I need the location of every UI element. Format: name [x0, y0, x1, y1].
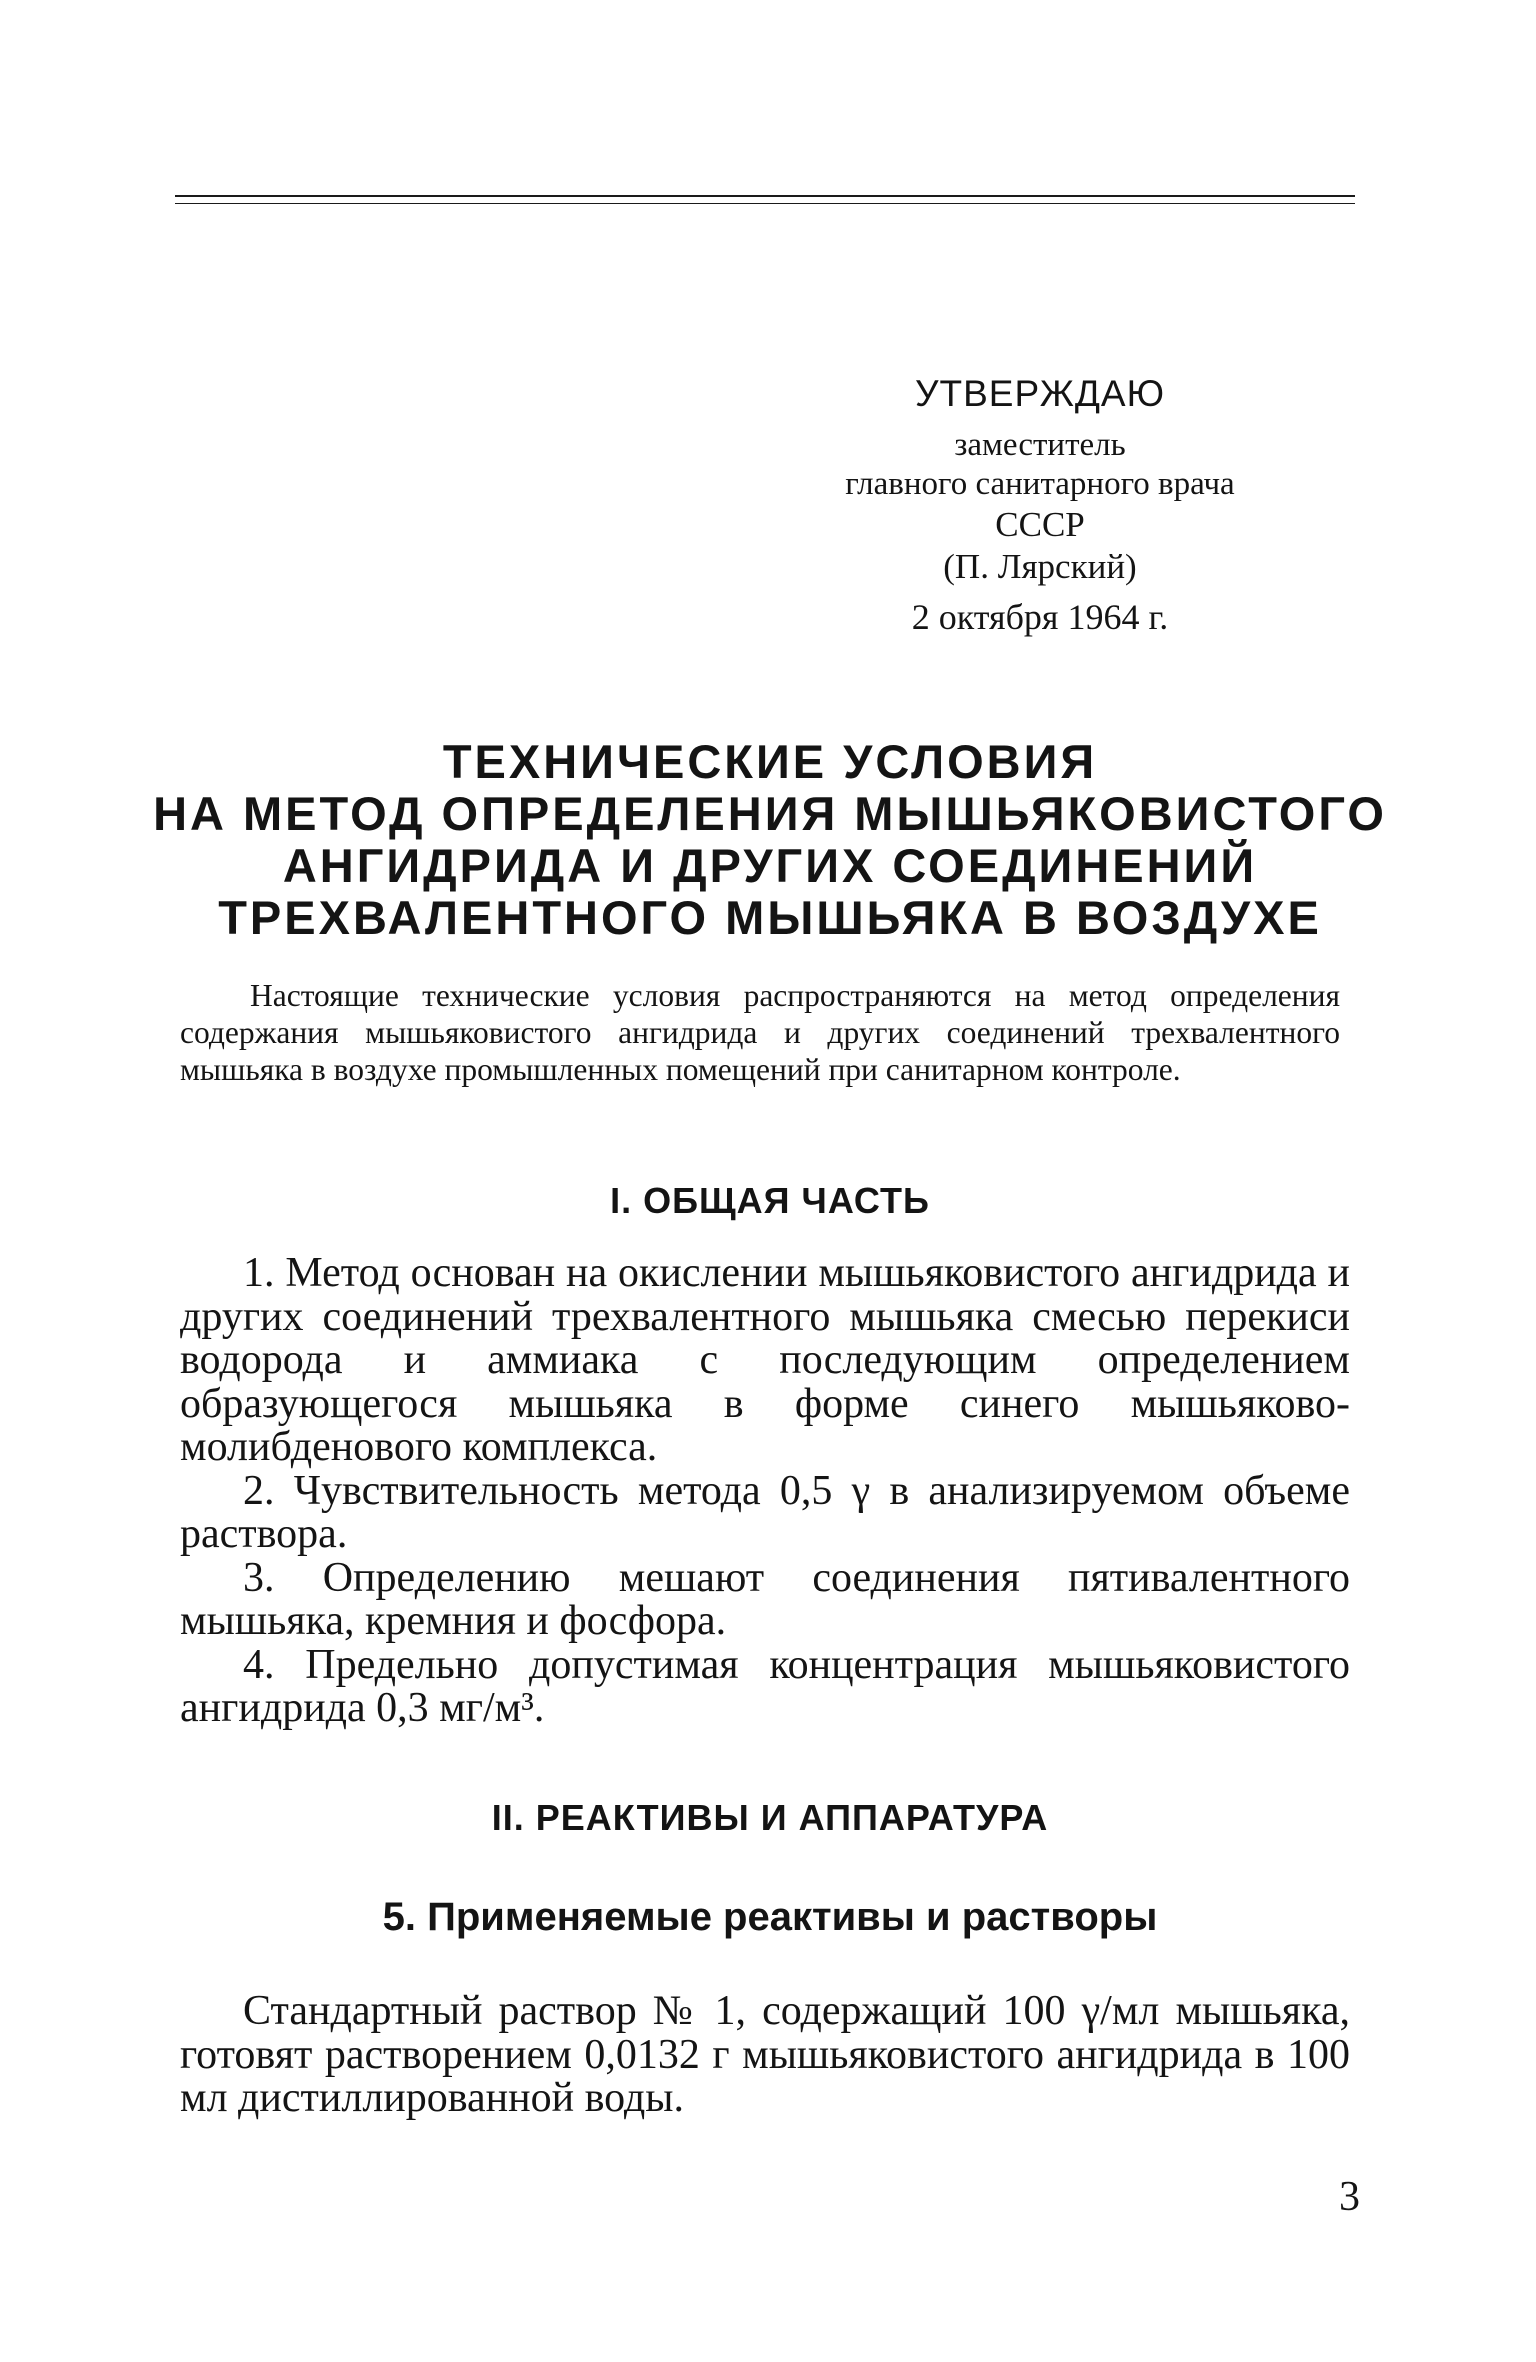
- section2-body: [180, 1990, 1350, 2121]
- approval-position-line3: СССР: [995, 505, 1085, 544]
- title-line1: ТЕХНИЧЕСКИЕ УСЛОВИЯ: [442, 735, 1098, 788]
- section1-body: [180, 1252, 1350, 1731]
- approval-position-line1: заместитель: [954, 427, 1126, 463]
- approval-block: [760, 375, 1320, 637]
- approval-name: (П. Лярский): [943, 547, 1137, 586]
- top-rule-thin: [175, 203, 1355, 204]
- title-line4: ТРЕХВАЛЕНТНОГО МЫШЬЯКА В ВОЗДУХЕ: [218, 891, 1322, 944]
- section1-paragraph-3: 3. Определению мешают соединения пятивалентного мышьяка, кремния и фосфора.: [180, 1554, 1350, 1644]
- page-number: 3: [1339, 2174, 1360, 2220]
- document-title: [150, 736, 1390, 944]
- top-rule: [175, 195, 1355, 197]
- title-line2: НА МЕТОД ОПРЕДЕЛЕНИЯ МЫШЬЯКОВИСТОГО: [153, 787, 1387, 840]
- section2-heading: II. РЕАКТИВЫ И АППАРАТУРА: [491, 1797, 1049, 1838]
- approval-position-line2: главного санитарного врача: [845, 466, 1235, 502]
- approval-date: 2 октября 1964 г.: [911, 597, 1169, 637]
- section1-paragraph-4: 4. Предельно допустимая концентрация мышьяковистого ангидрида 0,3 мг/м³.: [180, 1641, 1350, 1731]
- approval-title: УТВЕРЖДАЮ: [914, 373, 1165, 414]
- intro-paragraph: [180, 977, 1340, 1088]
- intro-text: Настоящие технические условия распространяются на метод определения содержания мышьяковистого ангидрида и других соединений трехвалентного мышьяка в воздухе промышленных помещений при санитарном контроле.: [180, 978, 1340, 1087]
- section2-subheading: 5. Применяемые реактивы и растворы: [382, 1895, 1158, 1939]
- section2-paragraph: Стандартный раствор № 1, содержащий 100 γ/мл мышьяка, готовят растворением 0,0132 г мышьяковистого ангидрида в 100 мл дистиллированной воды.: [180, 1988, 1350, 2121]
- section1-paragraph-1: 1. Метод основан на окислении мышьяковистого ангидрида и других соединений трехвалентного мышьяка смесью перекиси водорода и аммиака с последующим определением образующегося мышьяка в форме синего мышьяково-молибденового комплекса.: [180, 1250, 1350, 1470]
- section1-paragraph-2: 2. Чувствительность метода 0,5 γ в анализируемом объеме раствора.: [180, 1467, 1350, 1557]
- section1-heading: I. ОБЩАЯ ЧАСТЬ: [610, 1180, 930, 1221]
- title-line3: АНГИДРИДА И ДРУГИХ СОЕДИНЕНИЙ: [282, 839, 1258, 892]
